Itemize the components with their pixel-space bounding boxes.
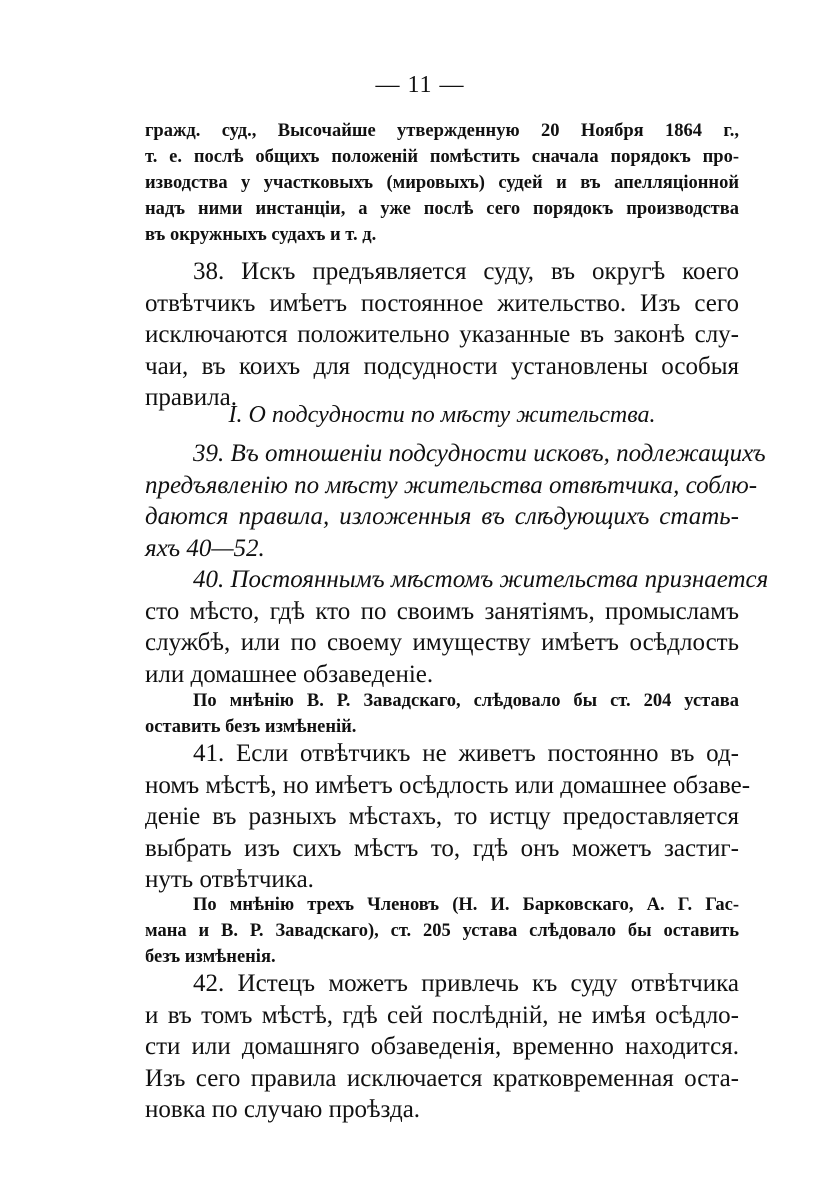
text-line: По мнѣнію В. Р. Завадскаго, слѣдовало бы ст. 204 устава — [193, 691, 739, 711]
text-line: т. е. послѣ общихъ положеній помѣстить сначала порядокъ про- — [145, 147, 739, 167]
text-line: даются правила, изложенныя въ слѣдующихъ стать- — [145, 503, 739, 530]
page-number: — 11 — — [375, 72, 465, 98]
text-line: службѣ, или по своему имуществу имѣетъ осѣдлость — [145, 629, 739, 656]
text-line: въ окружныхъ судахъ и т. д. — [145, 225, 377, 245]
text-line: или домашнее обзаведеніе. — [145, 660, 434, 688]
text-line: оставить безъ измѣненій. — [145, 717, 357, 737]
article-42 — [145, 968, 739, 1126]
text-line: яхъ 40—52. — [145, 534, 265, 562]
text-line: 39. Въ отношеніи подсудности исковъ, подлежащихъ — [193, 440, 766, 467]
text-line: и въ томъ мѣстѣ, гдѣ сей послѣдній, не имѣя осѣдло- — [145, 1001, 739, 1029]
text-line: новка по случаю проѣзда. — [145, 1096, 421, 1123]
note-41 — [145, 892, 739, 970]
article-38 — [145, 256, 739, 414]
text-line: гражд. суд., Высочайше утвержденную 20 Ноября 1864 г., — [145, 121, 739, 141]
note-40 — [145, 688, 739, 740]
text-line: 40. Постояннымъ мѣстомъ жительства признается — [193, 566, 769, 593]
text-line: отвѣтчикъ имѣетъ постоянное жительство. Изъ сего — [145, 289, 739, 317]
text-line: номъ мѣстѣ, но имѣетъ осѣдлость или домашнее обзаве- — [145, 771, 751, 799]
article-41 — [145, 738, 751, 896]
text-line: сто мѣсто, гдѣ кто по своимъ занятіямъ, промысламъ — [145, 597, 739, 625]
text-line: Изъ сего правила исключается кратковременная оста- — [145, 1064, 739, 1092]
text-line: выбрать изъ сихъ мѣстъ то, гдѣ онъ можетъ застиг- — [145, 834, 739, 862]
text-line: предъявленію по мѣсту жительства отвѣтчика, соблю- — [145, 471, 758, 499]
text-line: безъ измѣненія. — [145, 947, 276, 967]
text-line: мана и В. Р. Завадскаго), ст. 205 устава слѣдовало бы оставить — [145, 921, 739, 941]
text-line: деніе въ разныхъ мѣстахъ, то истцу предоставляется — [145, 803, 739, 830]
text-line: надъ ними инстанціи, а уже послѣ сего порядокъ производства — [145, 199, 739, 219]
text-line: исключаются положительно указанные въ законѣ слу- — [145, 321, 739, 348]
text-line: 38. Искъ предъявляется суду, въ округѣ коего — [193, 258, 739, 285]
text-line: правила. — [145, 384, 237, 411]
text-line: изводства у участковыхъ (мировыхъ) судей и въ апелляціонной — [145, 173, 739, 193]
text-line: сти или домашняго обзаведенія, временно находится. — [145, 1033, 739, 1060]
text-line: чаи, въ коихъ для подсудности установлены особыя — [145, 352, 739, 380]
text-line: 42. Истецъ можетъ привлечь къ суду отвѣтчика — [193, 970, 739, 997]
text-line: 41. Если отвѣтчикъ не живетъ постоянно въ од- — [193, 740, 739, 767]
article-40 — [145, 564, 769, 690]
article-39 — [145, 438, 766, 564]
section-heading: I. О подсудности по мѣсту жительства. — [228, 402, 656, 428]
intro-note — [145, 118, 739, 248]
text-line: нуть отвѣтчика. — [145, 866, 314, 893]
text-line: По мнѣнію трехъ Членовъ (Н. И. Барковскаго, А. Г. Гас- — [193, 895, 739, 915]
